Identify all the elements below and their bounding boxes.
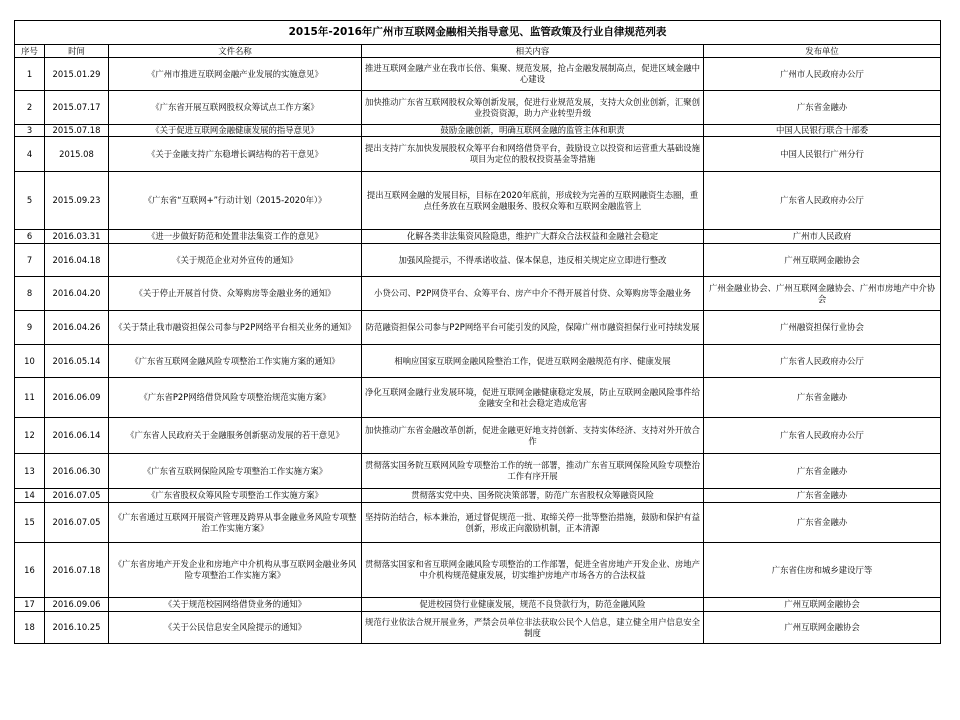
cell-date: 2016.06.30: [45, 454, 109, 489]
cell-date: 2016.07.18: [45, 543, 109, 598]
cell-no: 2: [15, 91, 45, 125]
cell-no: 17: [15, 598, 45, 612]
cell-content: 加快推动广东省互联网股权众筹创新发展，促进行业规范发展，支持大众创业创新，汇聚创业投资资源，助力产业转型升级: [362, 91, 704, 125]
cell-file-name: 《关于促进互联网金融健康发展的指导意见》: [109, 125, 362, 137]
cell-file-name: 《关于金融支持广东稳增长调结构的若干意见》: [109, 137, 362, 172]
cell-file-name: 《广东省房地产开发企业和房地产中介机构从事互联网金融业务风险专项整治工作实施方案》: [109, 543, 362, 598]
cell-file-name: 《广州市推进互联网金融产业发展的实施意见》: [109, 58, 362, 91]
table-row: [15, 345, 941, 378]
cell-content: 贯彻落实党中央、国务院决策部署，防范广东省股权众筹融资风险: [362, 489, 704, 503]
cell-no: 18: [15, 612, 45, 644]
cell-issuer: 广东省金融办: [704, 489, 941, 503]
cell-date: 2016.04.18: [45, 244, 109, 277]
cell-no: 16: [15, 543, 45, 598]
cell-content: 提出互联网金融的发展目标，目标在2020年底前，形成较为完善的互联网融资生态圈，重点任务放在互联网金融服务、股权众筹和互联网金融监管上: [362, 172, 704, 230]
table-row: [15, 125, 941, 137]
cell-date: 2015.01.29: [45, 58, 109, 91]
cell-date: 2015.09.23: [45, 172, 109, 230]
cell-no: 6: [15, 230, 45, 244]
cell-date: 2016.06.14: [45, 418, 109, 454]
cell-issuer: 广东省金融办: [704, 503, 941, 543]
cell-issuer: 广东省人民政府办公厅: [704, 418, 941, 454]
cell-no: 12: [15, 418, 45, 454]
cell-file-name: 《关于公民信息安全风险提示的通知》: [109, 612, 362, 644]
cell-date: 2015.07.17: [45, 91, 109, 125]
cell-no: 14: [15, 489, 45, 503]
table-row: [15, 489, 941, 503]
cell-date: 2015.08: [45, 137, 109, 172]
header-issuer: 发布单位: [704, 45, 941, 58]
table-body: [15, 58, 941, 644]
cell-issuer: 广东省人民政府办公厅: [704, 172, 941, 230]
cell-issuer: 中国人民银行广州分行: [704, 137, 941, 172]
cell-content: 促进校园贷行业健康发展，规范不良贷款行为，防范金融风险: [362, 598, 704, 612]
cell-date: 2016.07.05: [45, 503, 109, 543]
cell-issuer: 广东省金融办: [704, 91, 941, 125]
cell-no: 1: [15, 58, 45, 91]
table-row: [15, 172, 941, 230]
cell-no: 7: [15, 244, 45, 277]
cell-no: 11: [15, 378, 45, 418]
cell-date: 2016.05.14: [45, 345, 109, 378]
cell-date: 2016.03.31: [45, 230, 109, 244]
cell-file-name: 《广东省“互联网+”行动计划（2015-2020年）》: [109, 172, 362, 230]
table-row: [15, 244, 941, 277]
cell-date: 2016.09.06: [45, 598, 109, 612]
table-row: [15, 598, 941, 612]
cell-content: 小贷公司、P2P网贷平台、众筹平台、房产中介不得开展首付贷、众筹购房等金融业务: [362, 277, 704, 311]
table-row: [15, 277, 941, 311]
cell-content: 化解各类非法集资风险隐患，维护广大群众合法权益和金融社会稳定: [362, 230, 704, 244]
cell-content: 鼓励金融创新，明确互联网金融的监管主体和职责: [362, 125, 704, 137]
cell-date: 2016.07.05: [45, 489, 109, 503]
cell-no: 15: [15, 503, 45, 543]
cell-no: 3: [15, 125, 45, 137]
cell-date: 2015.07.18: [45, 125, 109, 137]
cell-file-name: 《进一步做好防范和处置非法集资工作的意见》: [109, 230, 362, 244]
cell-issuer: 广州互联网金融协会: [704, 598, 941, 612]
table-row: [15, 612, 941, 644]
cell-issuer: 广州市人民政府办公厅: [704, 58, 941, 91]
cell-issuer: 广州融资担保行业协会: [704, 311, 941, 345]
cell-content: 贯彻落实国家和省互联网金融风险专项整治的工作部署，促进全省房地产开发企业、房地产中介机构规范健康发展，切实维护房地产市场各方的合法权益: [362, 543, 704, 598]
table-row: [15, 454, 941, 489]
cell-date: 2016.10.25: [45, 612, 109, 644]
cell-file-name: 《关于规范企业对外宣传的通知》: [109, 244, 362, 277]
cell-content: 坚持防治结合，标本兼治，通过督促规范一批、取缔关停一批等整治措施，鼓励和保护有益创新，形成正向激励机制，正本清源: [362, 503, 704, 543]
cell-issuer: 中国人民银行联合十部委: [704, 125, 941, 137]
table-row: [15, 58, 941, 91]
cell-file-name: 《广东省开展互联网股权众筹试点工作方案》: [109, 91, 362, 125]
cell-content: 加强风险提示，不得承诺收益、保本保息，违反相关规定应立即进行整改: [362, 244, 704, 277]
table-row: [15, 378, 941, 418]
cell-file-name: 《广东省人民政府关于金融服务创新驱动发展的若干意见》: [109, 418, 362, 454]
cell-issuer: 广州金融业协会、广州互联网金融协会、广州市房地产中介协会: [704, 277, 941, 311]
table-row: [15, 543, 941, 598]
header-date: 时间: [45, 45, 109, 58]
cell-no: 10: [15, 345, 45, 378]
cell-no: 8: [15, 277, 45, 311]
table-row: [15, 418, 941, 454]
cell-date: 2016.04.26: [45, 311, 109, 345]
cell-content: 相响应国家互联网金融风险整治工作，促进互联网金融规范有序、健康发展: [362, 345, 704, 378]
cell-file-name: 《关于禁止我市融资担保公司参与P2P网络平台相关业务的通知》: [109, 311, 362, 345]
cell-issuer: 广州互联网金融协会: [704, 244, 941, 277]
table-row: [15, 503, 941, 543]
cell-date: 2016.06.09: [45, 378, 109, 418]
table-row: [15, 137, 941, 172]
cell-no: 5: [15, 172, 45, 230]
cell-no: 9: [15, 311, 45, 345]
cell-content: 净化互联网金融行业发展环境，促进互联网金融健康稳定发展，防止互联网金融风险事件给金融安全和社会稳定造成危害: [362, 378, 704, 418]
cell-date: 2016.04.20: [45, 277, 109, 311]
cell-content: 加快推动广东省金融改革创新，促进金融更好地支持创新、支持实体经济、支持对外开放合作: [362, 418, 704, 454]
cell-issuer: 广东省金融办: [704, 454, 941, 489]
header-row: [15, 45, 941, 58]
cell-no: 4: [15, 137, 45, 172]
table-row: [15, 311, 941, 345]
policy-table: [14, 20, 941, 644]
header-name: 文件名称: [109, 45, 362, 58]
cell-file-name: 《广东省P2P网络借贷风险专项整治规范实施方案》: [109, 378, 362, 418]
cell-file-name: 《关于停止开展首付贷、众筹购房等金融业务的通知》: [109, 277, 362, 311]
cell-content: 贯彻落实国务院互联网风险专项整治工作的统一部署，推动广东省互联网保险风险专项整治工作有序开展: [362, 454, 704, 489]
cell-file-name: 《广东省互联网保险风险专项整治工作实施方案》: [109, 454, 362, 489]
cell-file-name: 《广东省股权众筹风险专项整治工作实施方案》: [109, 489, 362, 503]
cell-content: 提出支持广东加快发展股权众筹平台和网络借贷平台，鼓励设立以投资和运营重大基础设施项目为定位的股权投资基金等措施: [362, 137, 704, 172]
cell-issuer: 广东省金融办: [704, 378, 941, 418]
cell-no: 13: [15, 454, 45, 489]
cell-content: 防范融资担保公司参与P2P网络平台可能引发的风险，保障广州市融资担保行业可持续发展: [362, 311, 704, 345]
cell-issuer: 广州市人民政府: [704, 230, 941, 244]
cell-content: 推进互联网金融产业在我市长倍、集聚、规范发展，抢占金融发展制高点，促进区域金融中心建设: [362, 58, 704, 91]
header-content: 相关内容: [362, 45, 704, 58]
cell-file-name: 《广东省互联网金融风险专项整治工作实施方案的通知》: [109, 345, 362, 378]
cell-issuer: 广州互联网金融协会: [704, 612, 941, 644]
cell-content: 规范行业依法合规开展业务，严禁会员单位非法获取公民个人信息，建立健全用户信息安全制度: [362, 612, 704, 644]
cell-file-name: 《广东省通过互联网开展资产管理及跨界从事金融业务风险专项整治工作实施方案》: [109, 503, 362, 543]
cell-issuer: 广东省住房和城乡建设厅等: [704, 543, 941, 598]
table-row: [15, 230, 941, 244]
table-title: 2015年-2016年广州市互联网金融相关指导意见、监管政策及行业自律规范列表: [15, 21, 941, 45]
policy-table-sheet: [14, 20, 940, 644]
cell-file-name: 《关于规范校园网络借贷业务的通知》: [109, 598, 362, 612]
table-row: [15, 91, 941, 125]
header-no: 序号: [15, 45, 45, 58]
cell-issuer: 广东省人民政府办公厅: [704, 345, 941, 378]
